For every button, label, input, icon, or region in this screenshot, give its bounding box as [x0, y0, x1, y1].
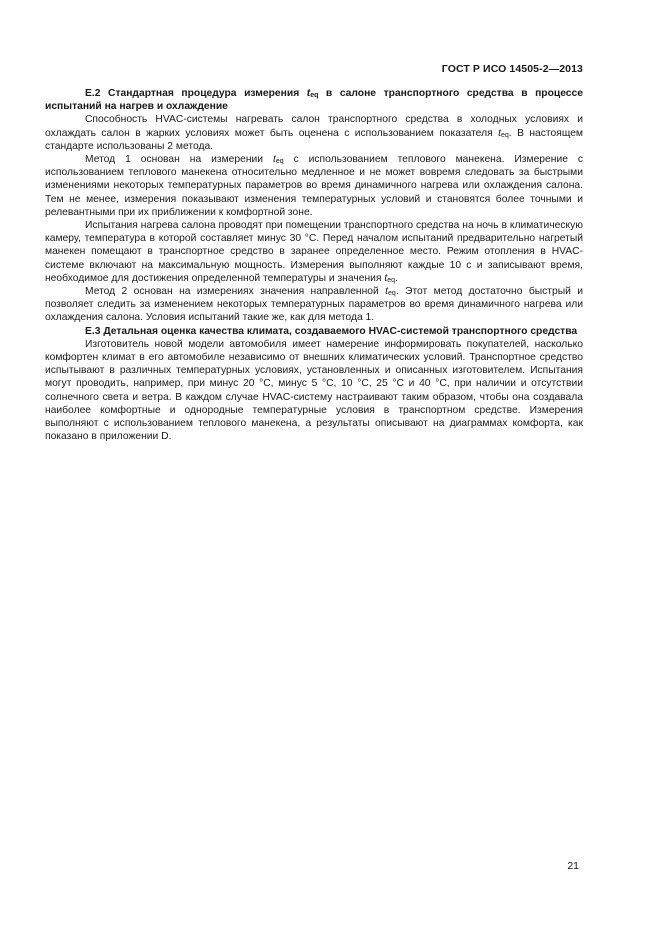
document-header: ГОСТ Р ИСО 14505-2—2013 [441, 63, 583, 75]
body-paragraph [45, 285, 583, 325]
paragraph-text: Изготовитель новой модели автомобиля имеет намерение информировать покупателей, насколько комфортен климат в его автомобиле независимо от внешних климатических условий. Транспортное средство испытывают в различных температурных условиях, установленных и описанных изготовителем. Испытания могут проводить, например, при минус 20 °С, минус 5 °С, 10 °С, 25 °С и 40 °С, при наличии и отсутствии солнечного света и ветра. В каждом случае HVAC-систему настраивают таким образом, чтобы она создавала наиболее комфортные и однородные температурные условия в транспортном средстве. Измерения выполняют с использованием теплового манекена, а результаты описывают на диаграммах комфорта, как показано в приложении D. [45, 338, 583, 443]
paragraph-text: с использованием теплового манекена. Измерение с использованием теплового манекена относительно медленное и не может вовремя следовать за быстрыми изменениями некоторых температурных параметров во время динамичного нагрева или охлаждения салона. Тем не менее, измерения показывают изменения температурных условий и становятся более точными и релевантными при их приближении к комфортной зоне. [45, 154, 584, 218]
body-paragraph [45, 153, 583, 219]
paragraph-text: . В настоящем стандарте использованы 2 метода. [45, 127, 583, 152]
variable-subscript: eq [275, 158, 284, 166]
heading-text: Е.2 Стандартная процедура измерения [85, 88, 307, 99]
paragraph-text: Испытания нагрева салона проводят при помещении транспортного средства на ночь в климатическую камеру, температура в которой составляет минус 30 °С. Перед началом испытаний предварительно нагретый манекен помещают в транспортное средство в заранее определенное место. Режим отопления в HVAC-системе включают на максимальную мощность. Измерения выполняют каждые 10 с и записывают время, необходимое для достижения определенной температуры и значения [45, 220, 583, 284]
variable-subscript: eq [387, 276, 395, 284]
variable-subscript: eq [500, 131, 509, 139]
paragraph-text: . Этот метод достаточно быстрый и позволяет следить за изменением некоторых температурных параметров во время динамичного нагрева или охлаждения салона. Условия испытаний такие же, как для метода 1. [45, 286, 583, 324]
variable-subscript: eq [388, 290, 396, 298]
section-heading [45, 87, 583, 113]
heading-text: в салоне транспортного средства в процессе испытаний на нагрев и охлаждение [45, 88, 583, 113]
section-heading [45, 325, 583, 338]
paragraph-text: Способность HVAC-системы нагревать салон транспортного средства в холодных условиях и охлаждать салон в жарких условиях может быть оценена с использованием показателя [45, 114, 583, 139]
body-paragraph [45, 113, 583, 153]
paragraph-text: Метод 1 основан на измерении [85, 154, 273, 166]
variable-symbol: t [498, 127, 501, 139]
variable-symbol: t [306, 88, 311, 99]
variable-symbol: t [272, 154, 276, 166]
body-paragraph [45, 338, 583, 444]
paragraph-text: . [395, 272, 398, 284]
page-number: 21 [567, 860, 579, 872]
variable-symbol: t [385, 286, 389, 298]
variable-symbol: t [384, 272, 388, 284]
body-paragraph [45, 219, 583, 285]
paragraph-text: Метод 2 основан на измерениях значения направленной [85, 286, 386, 298]
document-body [45, 87, 583, 443]
heading-text: Е.3 Детальная оценка качества климата, создаваемого HVAC-системой транспортного средства [85, 325, 578, 337]
variable-subscript: eq [310, 92, 319, 99]
